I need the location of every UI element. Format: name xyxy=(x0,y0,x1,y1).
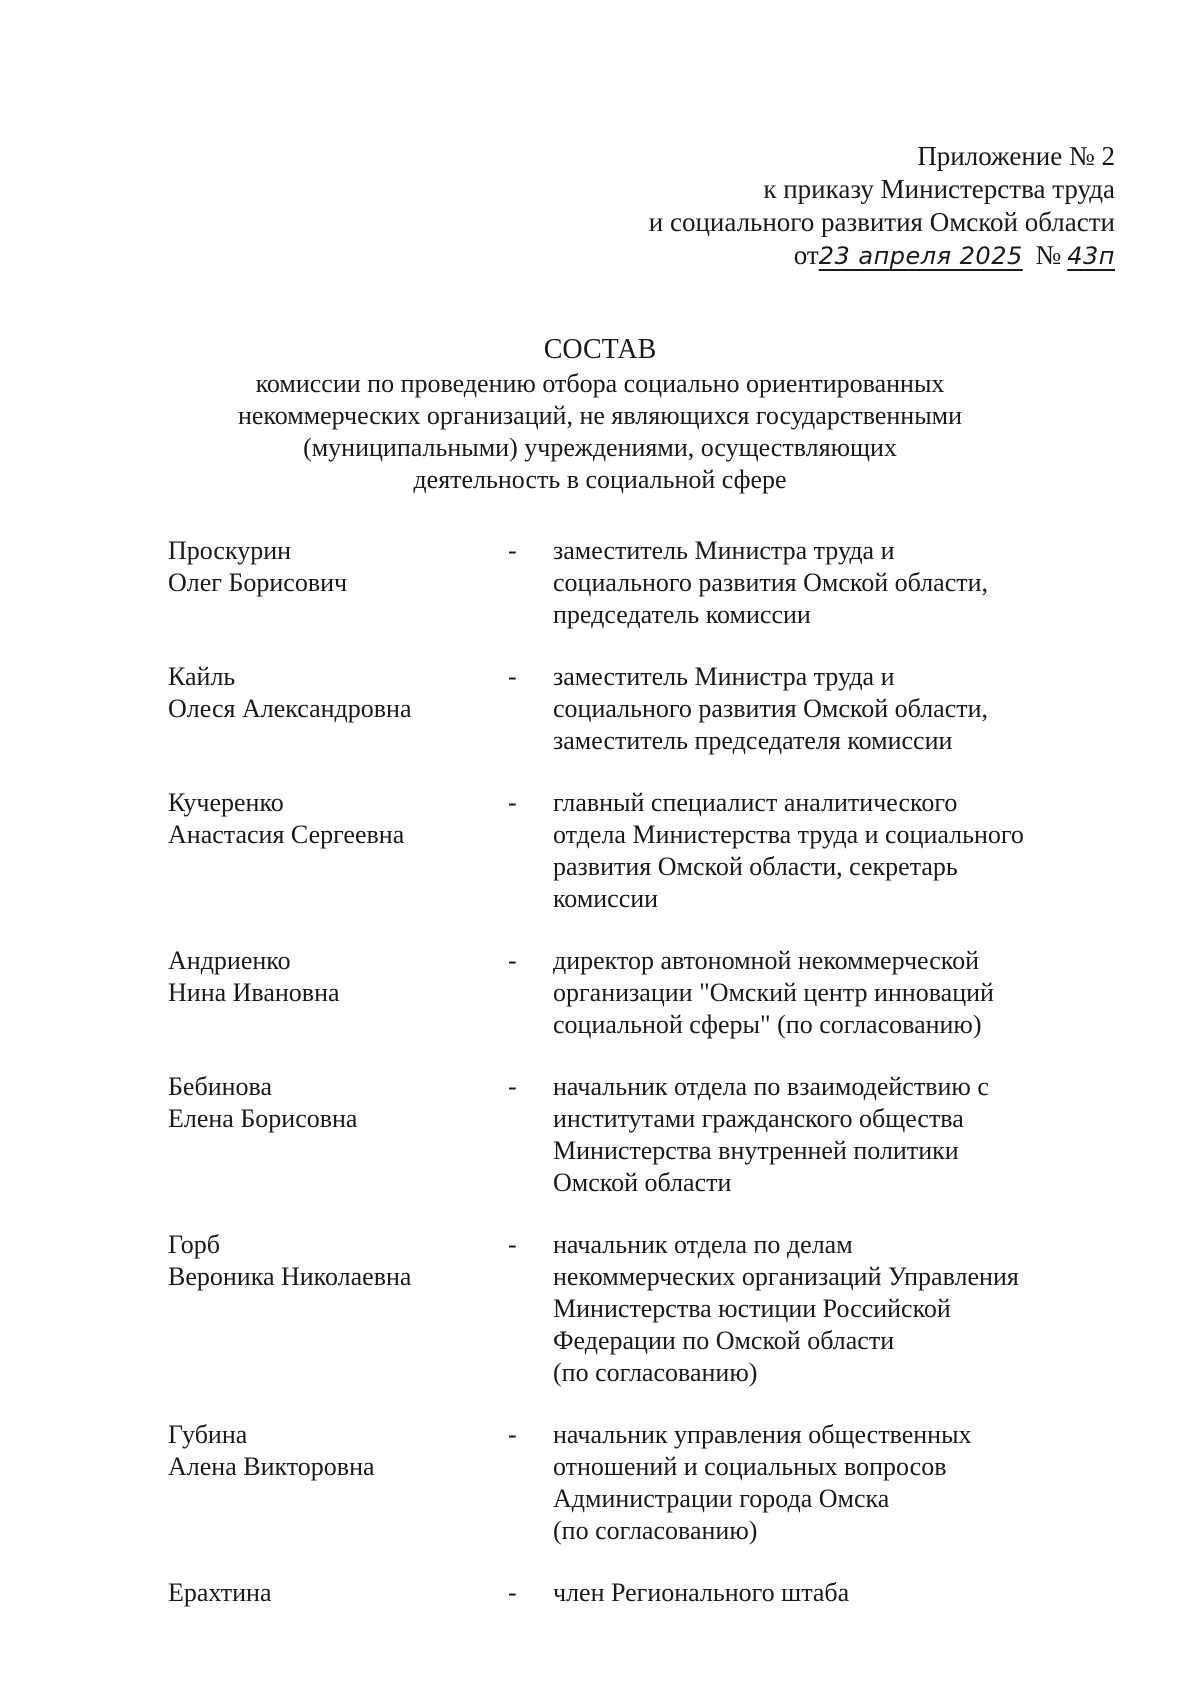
member-position xyxy=(553,945,1098,1041)
member-position-line: Омской области xyxy=(553,1168,732,1197)
heading-line: некоммерческих организаций, не являющихся государственными xyxy=(237,401,963,430)
member-position-line: Министерства внутренней политики xyxy=(553,1136,959,1165)
appendix-order-ref: к приказу Министерства труда xyxy=(763,174,1115,204)
member-position-line: начальник управления общественных xyxy=(553,1420,972,1449)
member-position-line: развития Омской области, секретарь xyxy=(553,852,958,881)
member-position-line: Министерства юстиции Российской xyxy=(553,1294,951,1323)
heading-line: (муниципальными) учреждениями, осуществляющих xyxy=(303,433,897,462)
member-dash: - xyxy=(508,662,517,691)
heading-title: СОСТАВ xyxy=(543,334,657,365)
member-position-line: начальник отдела по делам xyxy=(553,1230,853,1259)
member-surname: Горб xyxy=(168,1230,220,1259)
member-dash: - xyxy=(508,946,517,975)
member-row xyxy=(168,535,1098,631)
member-position-line: комиссии xyxy=(553,884,659,913)
appendix-block xyxy=(649,140,1115,273)
member-position-line: организации "Омский центр инноваций xyxy=(553,978,994,1007)
member-row xyxy=(168,1229,1098,1389)
handwritten-number: 43п xyxy=(1067,242,1115,270)
member-position-line: директор автономной некоммерческой xyxy=(553,946,979,975)
member-dash: - xyxy=(508,1420,517,1449)
member-name xyxy=(168,535,488,599)
member-dash: - xyxy=(508,1072,517,1101)
members-list xyxy=(168,535,1098,1639)
appendix-ministry: и социального развития Омской области xyxy=(648,207,1115,237)
member-position xyxy=(553,1229,1098,1389)
heading-line: деятельность в социальной сфере xyxy=(413,465,787,494)
member-row xyxy=(168,787,1098,915)
appendix-title: Приложение № 2 xyxy=(917,141,1115,171)
member-position-line: Федерации по Омской области xyxy=(553,1326,895,1355)
member-position-line: член Регионального штаба xyxy=(553,1578,850,1607)
member-surname: Андриенко xyxy=(168,946,291,975)
member-position-line: социальной сферы" (по согласованию) xyxy=(553,1010,982,1039)
member-name xyxy=(168,1419,488,1483)
member-given-names: Олеся Александровна xyxy=(168,694,412,723)
member-given-names: Нина Ивановна xyxy=(168,978,340,1007)
member-dash: - xyxy=(508,536,517,565)
member-surname: Ерахтина xyxy=(168,1578,272,1607)
member-position-line: социального развития Омской области, xyxy=(553,568,989,597)
member-surname: Бебинова xyxy=(168,1072,272,1101)
member-dash: - xyxy=(508,788,517,817)
member-given-names: Алена Викторовна xyxy=(168,1452,375,1481)
member-position-line: заместитель Министра труда и xyxy=(553,536,895,565)
member-given-names: Елена Борисовна xyxy=(168,1104,358,1133)
member-row xyxy=(168,661,1098,757)
member-name xyxy=(168,1071,488,1135)
member-position xyxy=(553,1577,1098,1609)
document-heading xyxy=(0,332,1200,496)
appendix-date-line xyxy=(649,239,1115,273)
member-surname: Проскурин xyxy=(168,536,292,565)
member-name xyxy=(168,945,488,1009)
member-position-line: социального развития Омской области, xyxy=(553,694,989,723)
date-prefix: от xyxy=(793,240,819,270)
handwritten-date: 23 апреля 2025 xyxy=(818,242,1023,270)
number-sign: № xyxy=(1035,240,1062,270)
member-position-line: (по согласованию) xyxy=(553,1516,758,1545)
member-position-line: главный специалист аналитического xyxy=(553,788,958,817)
member-row xyxy=(168,1577,1098,1609)
member-row xyxy=(168,1071,1098,1199)
member-position-line: председатель комиссии xyxy=(553,600,811,629)
member-surname: Губина xyxy=(168,1420,248,1449)
member-name xyxy=(168,661,488,725)
member-name xyxy=(168,1229,488,1293)
member-position xyxy=(553,1419,1098,1547)
member-row xyxy=(168,945,1098,1041)
member-dash: - xyxy=(508,1230,517,1259)
member-dash: - xyxy=(508,1578,517,1607)
member-name xyxy=(168,1577,488,1609)
member-position xyxy=(553,1071,1098,1199)
member-position-line: заместитель председателя комиссии xyxy=(553,726,953,755)
member-row xyxy=(168,1419,1098,1547)
member-position-line: институтами гражданского общества xyxy=(553,1104,964,1133)
member-position-line: Администрации города Омска xyxy=(553,1484,890,1513)
member-position-line: начальник отдела по взаимодействию с xyxy=(553,1072,989,1101)
member-position-line: отношений и социальных вопросов xyxy=(553,1452,947,1481)
member-given-names: Вероника Николаевна xyxy=(168,1262,412,1291)
member-position xyxy=(553,787,1098,915)
member-position-line: заместитель Министра труда и xyxy=(553,662,895,691)
member-surname: Кайль xyxy=(168,662,236,691)
member-position-line: отдела Министерства труда и социального xyxy=(553,820,1024,849)
member-name xyxy=(168,787,488,851)
member-given-names: Анастасия Сергеевна xyxy=(168,820,405,849)
heading-line: комиссии по проведению отбора социально ориентированных xyxy=(255,369,945,398)
member-position-line: (по согласованию) xyxy=(553,1358,758,1387)
member-surname: Кучеренко xyxy=(168,788,284,817)
member-given-names: Олег Борисович xyxy=(168,568,348,597)
member-position xyxy=(553,661,1098,757)
member-position xyxy=(553,535,1098,631)
member-position-line: некоммерческих организаций Управления xyxy=(553,1262,1019,1291)
